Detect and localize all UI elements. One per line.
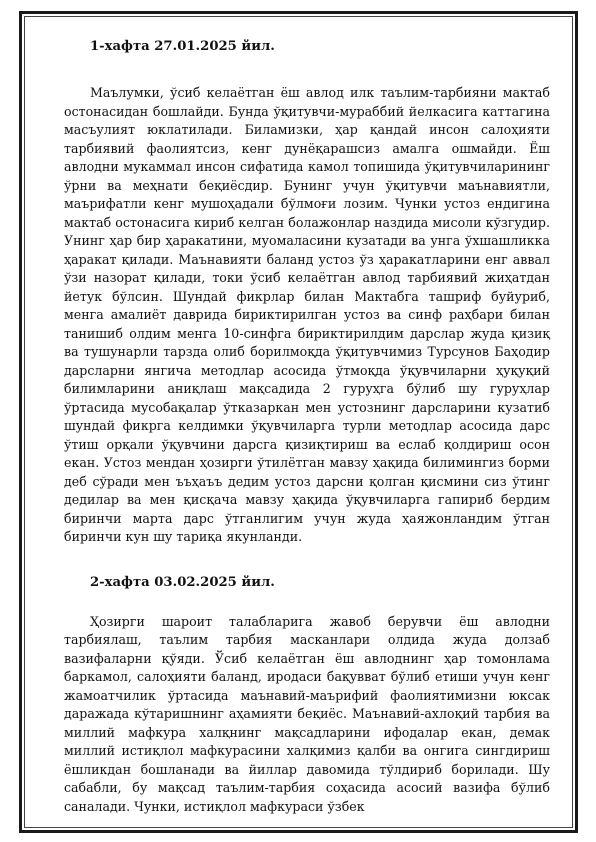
week-1-paragraph: Маълумки, ўсиб келаётган ёш авлод илк таълим-тарбияни мактаб остонасидан бошлайди. Бунда ўқитувчи-мураббий йелкасига каттагина масъулият юклатилади. Биламизки, ҳар қандай инсон салоҳияти тарбиявий фаолиятсиз, кенг дунёқарашсиз амалга ошмайди. Ёш авлодни мукаммал инсон сифатида камол топишида ўқитувчиларининг ўрни ва меҳнати беқиёсдир. Бунинг учун ўқитувчи маънавиятли, маърифатли кенг мушоҳадали бўлмоғи лозим. Чунки устоз ендигина мактаб остонасига кириб келган болажонлар наздида мисоли кўзгудир. Унинг ҳар бир ҳаракатини, муомаласини кузатади ва унга ўхшашликка ҳаракат қилади. Маънавияти баланд устоз ўз ҳаракатларини енг аввал ўзи назорат қилади, токи ўсиб келаётган авлод тарбиявий жиҳатдан йетук бўлсин. Шундай фикрлар билан Мактабга ташриф буйуриб, менга амалиёт даврида бириктирилган устоз ва синф раҳбари билан танишиб олдим менга 10-синфга бириктирилдим дарслар жуда қизиқ ва тушунарли тарзда олиб борилмоқда ўқитувчимиз Турсунов Баҳодир дарсларни янгича методлар асосида ўтмоқда ўқувчиларни ҳуқуқий билимларини аниқлаш мақсадида 2 гуруҳга бўлиб шу гуруҳлар ўртасида мусобақалар ўтказаркан мен устознинг дарсларини кузатиб шундай фикрга келдимки ўқувчиларга турли методлар асосида дарс ўтиш орқали ўқувчини дарсга қизиқтириш ва еслаб қолдириш осон екан. Устоз мендан ҳозирги ўтилётган мавзу ҳақида билимингиз борми деб сўради мен ъъҳаъъ дедим устоз дарсни қолган қисмини сиз ўтинг дедилар ва мен қисқача мавзу ҳақида ўқувчиларга гапириб бердим биринчи марта дарс ўтганлигим учун жуда ҳаяжонландим ўтган биринчи кун шу тариқа якунланди. (64, 85, 550, 544)
document-body (64, 38, 550, 816)
week-1-heading: 1-хафта 27.01.2025 йил. (90, 39, 275, 54)
week-2-heading: 2-хафта 03.02.2025 йил. (90, 574, 275, 590)
week-2-paragraph: Ҳозирги шароит талабларига жавоб берувчи ёш авлодни тарбиялаш, таълим тарбия масканлари олдида жуда долзаб вазифаларни қўяди. Ўсиб келаётган ёш авлоднинг ҳар томонлама баркамол, салоҳияти баланд, иродаси бақувват бўлиб етиши учун кенг жамоатчилик ўртасида маънавий-маърифий фаолиятимизни юксак даражада кўтаришнинг аҳамияти беқиёс. Маънавий-ахлоқий тарбия ва миллий мафкура халқнинг мақсадларини ифодалар екан, демак миллий истиқлол мафкурасини халқимиз қалби ва онгига сингдириш ёшликдан бошланади ва йиллар давомида тўлдириб борилади. Шу сабабли, бу мақсад таълим-тарбия соҳасида асосий вазифа бўлиб саналади. Чунки, истиқлол мафкураси ўзбек (64, 613, 550, 814)
